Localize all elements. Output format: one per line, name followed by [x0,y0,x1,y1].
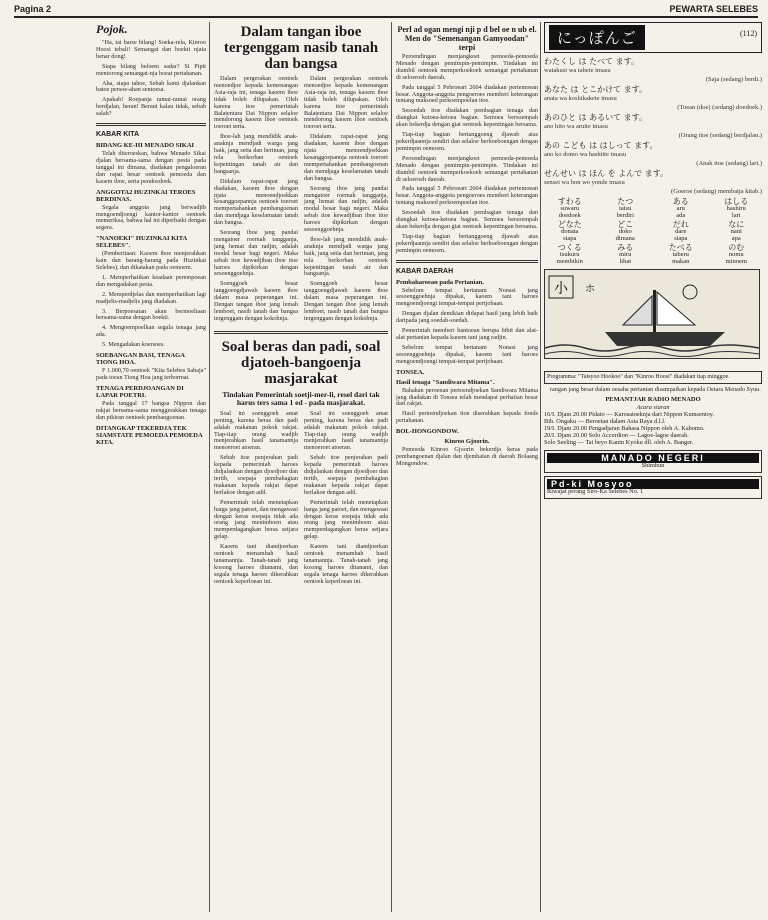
paragraph: Segala anggota jang berwadjib mengoendjoengi kantor-kantor oentoek memeriksa, bahwa hal ini diperbaiki dengan segera. [96,203,206,232]
ship-illustration [544,269,760,359]
list-item-text: Mengadakan koersoes. [108,341,165,349]
paragraph: Sebab itoe penjerahan padi kepada pemerintah haroes didjalankan dengan djoedjoer dan tertib, soepaja pembahagian makanan kepada rakjat dapat berlakoe dengan adil. [214,454,298,496]
paragraph: F 1.000,70 oentoek "Kita Selebes Sahaja" pada toean Tiong Hoa jang terhormat. [96,367,206,381]
heading-anggota: ANGGOTA2 HUZINKAI TEROES BERDINAS. [96,188,196,203]
pojok-line: Apakah! Roepanja ramai-ramai orang berdjalan, heran! Berani kalau tidak, sebab salah? [96,96,206,118]
list-item: 2. Memperdjelas dan memperhatikan lagi madjelis-madjelis jang diadakan. [96,290,206,305]
romanization: sensei wa hon wo yonde imasu [544,179,625,186]
column-main-article [214,22,388,914]
paragraph: Sesoedah itoe diadakan pembagian tenaga dan diangkat ketoea-ketoea bagian. Semoea bersoempah akan bekerdja dengan giat oentoek kepentingan bersama. [396,107,538,129]
column-divider [540,22,541,912]
pojok-line: Siapa bilang beloem sadar? Si Pipit mentorong semangat-nja boeat pertahanan. [96,62,206,77]
paragraph: Iboe-lah jang mendidik anak-anaknja mendjadi warga jang baik, jang setia dan beriman, jang rela berkorban oentoek kepentingan tanah air dan bangsanja. [214,133,298,175]
paragraph: Dengan djalan demikian didapat hasil jang lebih baik daripada jang soedah-soedah. [396,310,538,325]
vocab-romaji: hashiru [726,205,746,212]
column-divider [391,22,392,912]
lesson-row [544,113,762,139]
main-headline: Dalam tangan iboe tergenggam nasib tanah dan bangsa [223,24,379,72]
paragraph: Pada tanggal 17 bangsa Nippon dan rakjat bersama-sama menggerakkan tenaga dan pikiran oentoek pembangoenan. [96,399,206,421]
pojok-line: "Ha, tai barse bilang! Soeka-rela, Kinroo Hoosi tebali! Semangat dan boekti njata benar dong! [96,39,206,60]
translation: (Toean (doe) (sedang) doedoek.) [677,104,762,111]
vocab-kana: ある [672,197,689,206]
divider [96,123,206,126]
paragraph: Peroendingan menjangkoet pemoeda-pemoeda Menado dengan pemimpin-pemimpin. Tindakan ini diambil oentoek memperkoekoeh semangat pertahanan di seloeroeh daerah. [396,53,538,81]
vocab-meaning: lihat [619,258,632,265]
column-pojok [96,22,206,914]
lesson-row [544,85,762,111]
nippongo-title: にっぽんご [549,25,645,50]
main-article-body [214,76,388,326]
vocabulary-grid [544,198,762,265]
paragraph: Seorang iboe jang pandai mengatoer roemah tangganja, jang hemat dan radjin, adalah modal besar bagi negeri. Maka sebab itoe kewadjiban iboe itoe haroes dipikirkan dengan sesoenggoehnja. [304,184,388,234]
vocab-romaji: tsukuru [560,251,580,258]
paragraph: Dalam pergerakan oentoek menoedjoe kepada kemenangan Asia-raja ini, tenaga kaoem iboe tidak boleh dilupakan. Oleh karena itoe pemerintah Balatentara Dai Nippon selaloe mendorong kaoem iboe oentoek toeroet serta. [304,75,388,131]
vocab-romaji: donata [561,228,579,235]
vocab-meaning: doedoek [558,212,581,219]
vocab-kana: みる [617,243,634,252]
list-item-text: Memperdjelas dan memperhatikan lagi madjelis-madjelis jang diadakan. [96,290,206,305]
paragraph: Pemoeda Kinroo Gjoorin bekerdja keras pada pembangoenan djalan dan djembatan di daerah Bolaang Mongondow. [396,446,538,467]
paragraph: Hasil pertoendjoekan itoe diserahkan kepada fonds pertahanan. [396,410,538,425]
lesson-row [544,57,762,83]
lesson-row [544,169,762,195]
radio-heading: PEMANTJAR RADIO MENADO [605,396,701,404]
vocab-item [600,244,652,265]
heading-nanoeki: "NANOEKI" HUZINKAI KITA SELEBES". [96,235,187,250]
section-heading-kabar-daerah: KABAR DAERAH [396,267,454,275]
paragraph: Peroendingan menjangkoet pemoeda-pemoeda Menado dengan pemimpin-pemimpin. Tindakan ini diambil oentoek memperkoekoeh semangat pertahanan di seloeroeh daerah. [396,154,538,183]
vocab-kana: なに [728,220,745,229]
translation: (Anak itoe (sedang) lari.) [696,160,762,167]
vocab-meaning: apa [731,235,741,242]
vocab-romaji: miru [619,251,632,258]
vocab-kana: たつ [617,197,634,206]
radio-item: Bib. Ongaku — Beroetan dalam Asia Raya d.l.l. [544,418,666,426]
japanese-text: あなた は とこかけて ます。 [544,85,647,94]
paragraph: Pada tanggal 5 Pebroeari 2604 diadakan pertemoean besar. Anggota-anggota pengoeroes memberi keterangan tentang maksoed perkoempoelan itoe. [396,83,538,105]
vocab-item [600,221,652,242]
paragraph: Pemerintah telah menetapkan harga jang patoet, dan mengawasi dengan keras soepaja tidak ada orang jang menimboen atau memperdagangkan beras setjara gelap. [214,498,298,541]
paragraph: Bahakan peroenan pertoendjoekan Sandiwara Mitama jang diadakan di Tonsea telah mendapat perhatian besar dari rakjat. [396,386,538,408]
vocab-meaning: minoem [725,258,747,265]
vocab-romaji: aru [676,205,685,212]
page-header [14,4,758,18]
list-item-text: Memperhatikan keadaan perempoean dan mengadakan pesta. [96,273,206,288]
vocab-romaji: doko [618,228,632,235]
vocab-kana: どなた [557,220,582,229]
heading-bolhong: BOL-HONGONDOW. [396,428,459,436]
translation: (Goeroe (sedang) membatja kitab.) [671,188,762,195]
column-nippongo [544,22,762,914]
vocab-item [711,198,763,219]
vocab-meaning: siapa [563,235,577,242]
vocab-romaji: taberu [672,251,689,258]
vocab-kana: だれ [672,220,689,229]
translation: (Saja (sedang) berdi.) [705,76,762,83]
vocab-meaning: siapa [674,235,688,242]
list-item: 4. Mengoempoelkan segala tenaga jang ada. [96,324,206,339]
heading-tenaga: TENAGA PERDJOANGAN DI LAPAR POETRI. [96,384,184,399]
footer-box [544,476,762,499]
radio-schedule [544,412,762,447]
heading-hasil: Hasil tenaga "Sandiwara Mitama". [396,378,495,386]
vocab-meaning: ada [676,212,686,219]
paragraph: rangan jang besar dalam oesaha pertanian disampaikan kepada Oetara Menado Syuu. [550,385,761,393]
paragraph: Tiap-tiap bagian bertanggoeng djawab atas pekerdjaannja sendiri dan selaloe berhoeboengan dengan pemimpin oemoem. [396,131,538,152]
lesson-row [544,141,762,167]
paragraph: (Pemberitaan: Kaoem iboe menjerahkan kain dan barang-barang pada Huzinkai Selebes), dan dikatakan pada oemoem. [96,250,206,272]
vocab-item [711,221,763,242]
vocab-kana: たべる [668,243,693,252]
vocab-kana: すわる [557,197,582,206]
pojok-title: Pojok. [96,22,128,36]
heading-bidang: BIDANG KE-III MENADO SIKAI [96,142,195,150]
vocab-romaji: nomu [728,251,744,258]
vocab-item [544,244,596,265]
second-article-body [214,411,388,589]
vocab-item [544,198,596,219]
pojok-line: Aha, siapa tahoe, Sebab kami djalankan batoe persoe-ahan sentoesa. [96,79,206,94]
vocab-item [655,244,707,265]
radio-item: 16/I. Djam 20.00 Pidato — Karosatoeknja dari Nippon Kumsentoy. [544,411,715,419]
japanese-text: せんせい は ほん を よんで ます。 [544,169,669,178]
divider [396,260,538,263]
vocab-kana: どこ [617,220,634,229]
advertisement-box [544,450,762,473]
paragraph: Sebelom tempat bertanam Nonasi jang sesoenggoehnja dipakai, kaoem tani haroes mengoendjoengi tempat-tempat pertjobaan. [396,286,538,308]
romanization: ano ko domo wa hashitte imasu [544,151,627,158]
article-headline: Perl ad ogan mengi nji p d bel oe n ub el. Men do "Semenangan Gamyoodan" terpi [397,25,537,52]
illustration-label: 小 [554,281,568,297]
lesson-number: (112) [739,29,757,38]
advertisement-title: MANADO NEGERI [547,453,759,463]
paragraph: Seorang iboe jang pandai mengatoer roemah tangganja, jang hemat dan radjin, adalah modal besar bagi negeri. Maka sebab itoe kewadjiban iboe itoe haroes dipikirkan dengan sesoenggoehnja. [214,229,298,278]
vocab-kana: はしる [724,197,749,206]
page-label: Pagina 2 [14,4,52,14]
paragraph: Dalam pergerakan oentoek menoedjoe kepada kemenangan Asia-raja ini, tenaga kaoem iboe tidak boleh dilupakan. Oleh karena itoe pemerintah Balatentara Dai Nippon selaloe mendorong kaoem iboe oentoek toeroet serta. [214,75,298,131]
heading-tangkap: DITANGKAP TEKERDJA TEK SIAMSTATE PEMOEDA PEMOEDA KITA. [96,424,203,446]
romanization: watakusi wa tabete imasu [544,67,611,74]
japanese-text: あの こども は はしって ます。 [544,141,658,150]
vocab-romaji: tatsu [619,205,632,212]
vocab-meaning: membikin [556,258,583,265]
pojok-text [96,40,206,118]
paragraph: Soenggoeh besar tanggoengdjawab kaoem iboe dalam masa peperangan ini. Dengan tangan iboe jang lemah lemboet, nasib tanah dan bangsa tergenggam dengan kokohnja. [304,280,388,322]
heading-pembaharoean: Pembaharoean pada Pertanian. [396,278,484,286]
romanization: ano hito wa aruite imasu [544,123,608,130]
vocab-kana: つくる [557,243,582,252]
japanese-text: わたくし は たべて ます。 [544,57,639,66]
paragraph: Sebab itoe penjerahan padi kepada pemerintah haroes didjalankan dengan djoedjoer dan tertib, soepaja pembahagian makanan kepada rakjat dapat berlakoe dengan adil. [304,454,388,496]
vocab-romaji: nani [730,228,742,235]
list-item-text: Berpoesatan akan bermoeliaan bersama-sama dengan boekti. [96,307,206,322]
paragraph: Soal ini soenggoeh amat penting, karena beras dan padi adalah makanan pokok rakjat. Tiap-tiap orang wadjib menjerahkan hasil tanamannja menoeroet atoeran. [304,409,388,452]
paragraph: Telah diteroeskan, bahwa Menado Sikai djalan bersama-sama dengan pesta pada tanggal ini dimana, diadakan pengaloeran dan rapat besar oentoek pemoeda dan kaoem iboe, serta pendoedoek. [96,150,206,185]
vocab-item [600,198,652,219]
vocab-item [544,221,596,242]
vocab-item [711,244,763,265]
romanization: anata wa koshikakete imasu [544,95,617,102]
vocab-meaning: berdiri [616,212,634,219]
paragraph: Kaoem tani diandjoerkan oentoek menambah hasil tanamannja. Tanah-tanah jang kosong haroes ditanami, dan segala tenaga haroes dikerahkan oentoek keperloean ini. [304,543,388,585]
paragraph: Pemerintah telah menetapkan harga jang patoet, dan mengawasi dengan keras soepaja tidak ada orang jang menimboen atau memperdagangkan beras setjara gelap. [304,498,388,541]
section-heading-kabar-kita: KABAR KITA [96,131,140,139]
vocab-romaji: suwaru [560,205,580,212]
footer-text: Riwajat perang Siro-Ka Selebes No. 1 [547,487,644,495]
heading-soebangan: SOEBANGAN BASI, TENAGA TIONG HOA. [96,352,185,367]
article-body [396,54,538,255]
paragraph: Pemerintah memberi bantoean berupa bibit dan alat-alat pertanian kepada kaoem tani jang radjin. [396,327,538,341]
divider [214,331,388,334]
paragraph: Kaoem tani diandjoerkan oentoek menambah hasil tanamannja. Tanah-tanah jang kosong haroes ditanami, dan segala tenaga haroes dikerahkan oentoek keperloean ini. [214,543,298,585]
paragraph: Tiap-tiap bagian bertanggoeng djawab atas pekerdjaannja sendiri dan selaloe berhoeboengan dengan pemimpin oemoem. [396,232,538,254]
footer-label: Pd-ki Mosyoo [547,479,759,489]
second-subheadline: Tindakan Pemerintah soetji-mer-li, resel dari tak harus ters sama 1 ed - pada masjarakat. [222,389,380,407]
advertisement-subtitle: Shimbun [641,461,665,469]
paragraph: Iboe-lah jang mendidik anak-anaknja mendjadi warga jang baik, jang setia dan beriman, jang rela berkorban oentoek kepentingan tanah air dan bangsanja. [304,235,388,278]
radio-item: Solo Seeling — Tai beyo Kanin Kyoku dll. oleh A. Banger. [544,438,694,446]
lesson-sentences [544,57,762,195]
column-divider [209,22,210,912]
vocab-meaning: dimana [615,235,635,242]
heading-tonsea: TONSEA. [396,368,425,376]
paragraph: Pada tanggal 5 Pebroeari 2604 diadakan pertemoean besar. Anggota-anggota pengoeroes memberi keterangan tentang maksoed perkoempoelan itoe. [396,185,538,207]
vocab-kana: のむ [728,243,745,252]
vocab-meaning: makan [672,258,690,265]
list-item: 3. Berpoesatan akan bermoeliaan bersama-sama dengan boekti. [96,307,206,322]
paragraph: Soenggoeh besar tanggoengdjawab kaoem iboe dalam masa peperangan ini. Dengan tangan iboe jang lemah lemboet, nasib tanah dan bangsa tergenggam dengan kokohnja. [214,280,298,322]
illustration-label: ホ [585,284,595,295]
heading-kinroo: Kinroo Gjoorin. [444,438,490,446]
list-item: 1. Memperhatikan keadaan perempoean dan mengadakan pesta. [96,273,206,288]
paragraph: Soal ini soenggoeh amat penting, karena beras dan padi adalah makanan pokok rakjat. Tiap-tiap orang wadjib menjerahkan hasil tanamannja menoeroet atoeran. [214,409,298,452]
vocab-meaning: lari [731,212,741,219]
column-news [396,22,538,914]
list-item: 5. Mengadakan koersoes. [102,341,165,349]
vocab-item [655,221,707,242]
paragraph: Didalam rapat-rapat jang diadakan, kaoem iboe dengan njata menoendjoekkan kesanggoepannja oentoek toeroet mempertahankan pembangoenan dan mendjaga keselamatan tanah dan bangsa. [304,133,388,182]
second-headline: Soal beras dan padi, soal djatoeh-bangoenja masjarakat [221,338,381,387]
radio-subheading: Acara siaran [636,404,670,412]
nippongo-lesson-header [544,22,762,53]
paragraph: Didalam rapat-rapat jang diadakan, kaoem iboe dengan njata menoendjoekkan kesanggoepannja oentoek toeroet mempertahankan pembangoenan dan mendjaga keselamatan tanah dan bangsa. [214,177,298,227]
translation: (Orang itoe (sedang) berdjalan.) [678,132,762,139]
vocab-item [655,198,707,219]
radio-item: 20/I. Djam 20.00 Solo Accordion — Lagoe-lagoe daerah. [544,432,689,440]
paragraph: Sesoedah itoe diadakan pembagian tenaga dan diangkat ketoea-ketoea bagian. Semoea bersoempah akan bekerdja dengan giat oentoek kepentingan bersama. [396,209,538,230]
paragraph: Sebelom tempat bertanam Nonasi jang sesoenggoehnja dipakai, kaoem tani haroes mengoendjoengi tempat-tempat pertjobaan. [396,343,538,365]
vocab-romaji: dare [675,228,687,235]
japanese-text: あのひと は あるいて ます。 [544,113,647,122]
paper-name: PEWARTA SELEBES [669,4,758,14]
programme-note: Programma: "Taisyoo Hookoo" dan "Kinroo Hoosi" diadakan tiap minggoe. [544,371,762,384]
list-item-text: Mengoempoelkan segala tenaga jang ada. [96,324,206,339]
radio-item: 19/I. Djam 20.00 Pengadjaran Bahasa Nippon oleh A. Kabomo. [544,425,705,433]
